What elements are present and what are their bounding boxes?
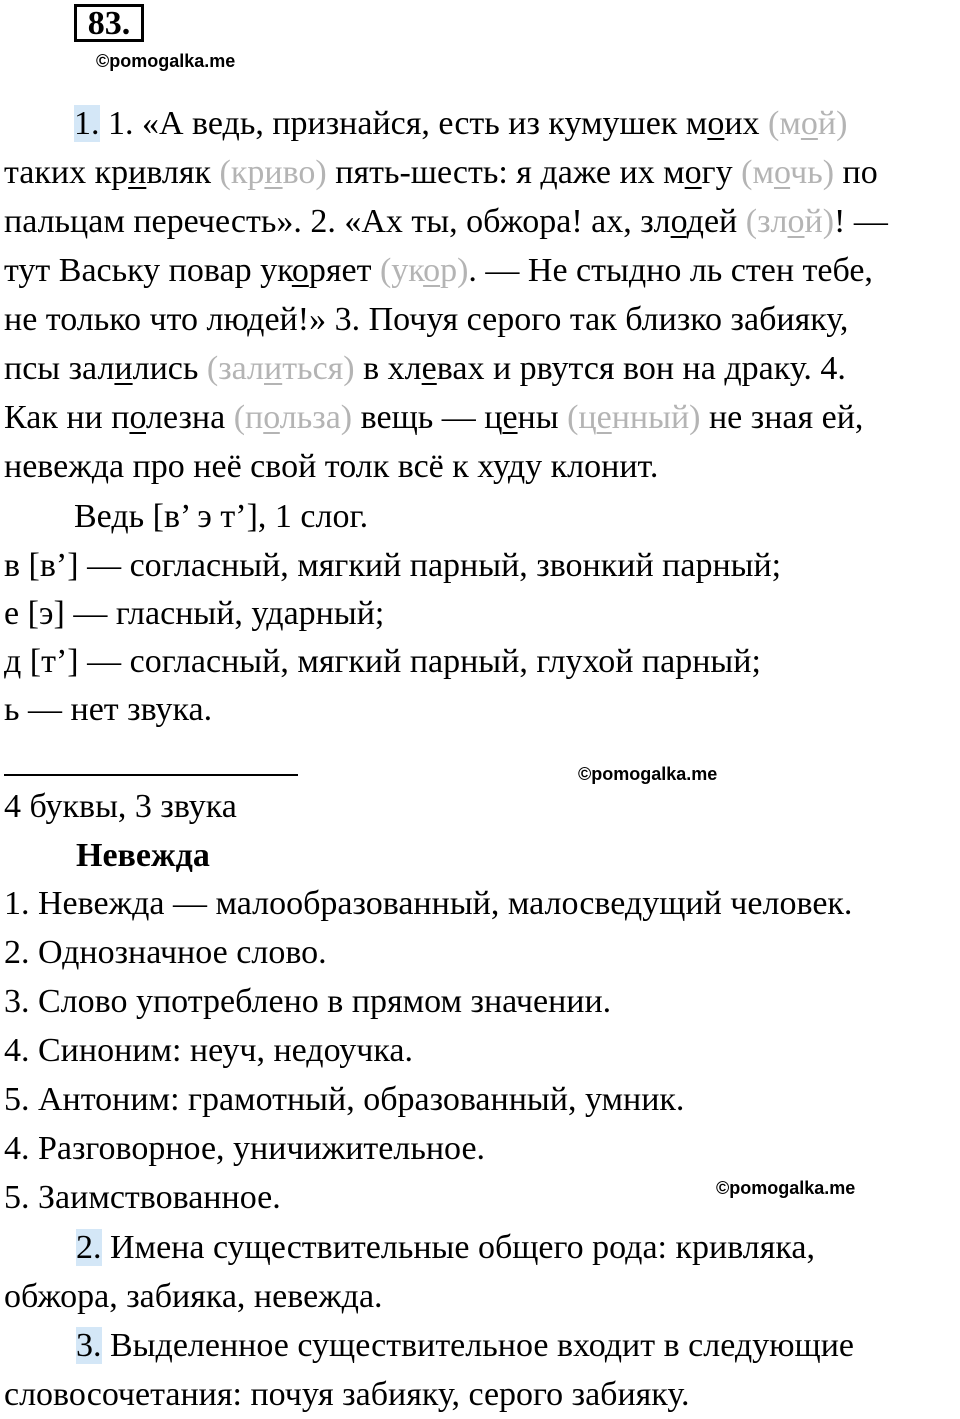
check-word-hint: (злой) — [745, 203, 835, 240]
watermark: ©pomogalka.me — [96, 51, 236, 71]
task2-line-2: обжора, забияка, невежда. — [4, 1278, 383, 1315]
underlined-letter: е — [502, 399, 518, 436]
underlined-letter: о — [670, 203, 687, 240]
phonetic-row: в [в’] — согласный, мягкий парный, звонкий парный; — [4, 547, 782, 584]
text: в хл — [354, 350, 422, 387]
text: ряет — [308, 252, 380, 289]
underlined-letter: о — [291, 252, 309, 289]
underlined-letter: е — [421, 350, 437, 387]
check-word-hint: (криво) — [219, 154, 327, 191]
text: их — [724, 105, 769, 142]
text: ны — [517, 399, 568, 436]
text: Как ни п — [4, 399, 130, 436]
text: гу — [701, 154, 742, 191]
phonetic-row: д [т’] — согласный, мягкий парный, глухой парный; — [4, 643, 761, 680]
text: ! — — [834, 203, 888, 240]
analysis-item: 1. Невежда — малообразованный, малосведущий человек. — [4, 885, 853, 922]
check-word-hint: (мочь) — [741, 154, 835, 191]
phonetic-summary: 4 буквы, 3 звука — [4, 788, 237, 825]
task1-line-1 — [74, 100, 847, 148]
word-analysis-title: Невежда — [76, 837, 210, 874]
task1-marker: 1. — [74, 105, 100, 142]
phonetic-row: е [э] — гласный, ударный; — [4, 595, 385, 632]
phonetic-row: ь — нет звука. — [4, 691, 213, 728]
task2-line-1 — [76, 1224, 815, 1272]
text: тут Ваську повар ук — [4, 252, 292, 289]
watermark: ©pomogalka.me — [578, 764, 718, 784]
task1-line-8: невежда про неё свой толк всё к худу клонит. — [4, 448, 659, 485]
analysis-item: 3. Слово употреблено в прямом значении. — [4, 983, 612, 1020]
text: вляк — [146, 154, 220, 191]
text: дей — [686, 203, 746, 240]
check-word-hint: (мой) — [768, 105, 848, 142]
analysis-item: 4. Разговорное, уничижительное. — [4, 1130, 486, 1167]
underlined-letter: и — [114, 350, 133, 387]
watermark: ©pomogalka.me — [716, 1178, 856, 1198]
text: пять-шесть: я даже их м — [326, 154, 685, 191]
text: пальцам перечесть». 2. «Ах ты, обжора! ах, зл — [4, 203, 671, 240]
text: Имена существительные общего рода: кривляка, — [101, 1229, 816, 1266]
text: Выделенное существительное входит в следующие — [101, 1327, 854, 1364]
text: лезна — [146, 399, 234, 436]
underlined-letter: о — [129, 399, 146, 436]
underlined-letter: о — [684, 154, 702, 191]
text: 1. «А ведь, признайся, есть из кумушек м — [108, 105, 708, 142]
text: псы зал — [4, 350, 115, 387]
task1-line-5: не только что людей!» 3. Почуя серого так близко забияку, — [4, 301, 849, 338]
text: лись — [132, 350, 207, 387]
task1-line-2 — [4, 149, 878, 197]
text: . — Не стыдно ль стен тебе, — [468, 252, 873, 289]
analysis-item: 5. Антоним: грамотный, образованный, умник. — [4, 1081, 685, 1118]
task3-marker: 3. — [76, 1327, 102, 1364]
analysis-item: 4. Синоним: неуч, недоучка. — [4, 1032, 413, 1069]
exercise-number: 83. — [74, 4, 144, 42]
task1-line-4 — [4, 247, 873, 295]
text: вещь — ц — [352, 399, 503, 436]
task3-line-2: словосочетания: почуя забияку, серого забияку. — [4, 1376, 690, 1413]
underlined-letter: и — [128, 154, 147, 191]
divider — [4, 774, 298, 776]
text: не зная ей, — [700, 399, 864, 436]
text: таких кр — [4, 154, 129, 191]
phonetic-header: Ведь [в’ э т’], 1 слог. — [74, 498, 369, 535]
task3-line-1 — [76, 1322, 854, 1370]
check-word-hint: (укор) — [379, 252, 469, 289]
task1-line-6 — [4, 345, 846, 393]
text: вах и рвутся вон на драку. 4. — [436, 350, 846, 387]
check-word-hint: (залиться) — [206, 350, 355, 387]
analysis-item: 2. Однозначное слово. — [4, 934, 327, 971]
task2-marker: 2. — [76, 1229, 102, 1266]
check-word-hint: (польза) — [233, 399, 353, 436]
analysis-item: 5. Заимствованное. — [4, 1179, 281, 1216]
text: по — [834, 154, 878, 191]
check-word-hint: (ценный) — [567, 399, 701, 436]
underlined-letter: о — [707, 105, 725, 142]
task1-line-3 — [4, 198, 888, 246]
task1-line-7 — [4, 394, 863, 442]
